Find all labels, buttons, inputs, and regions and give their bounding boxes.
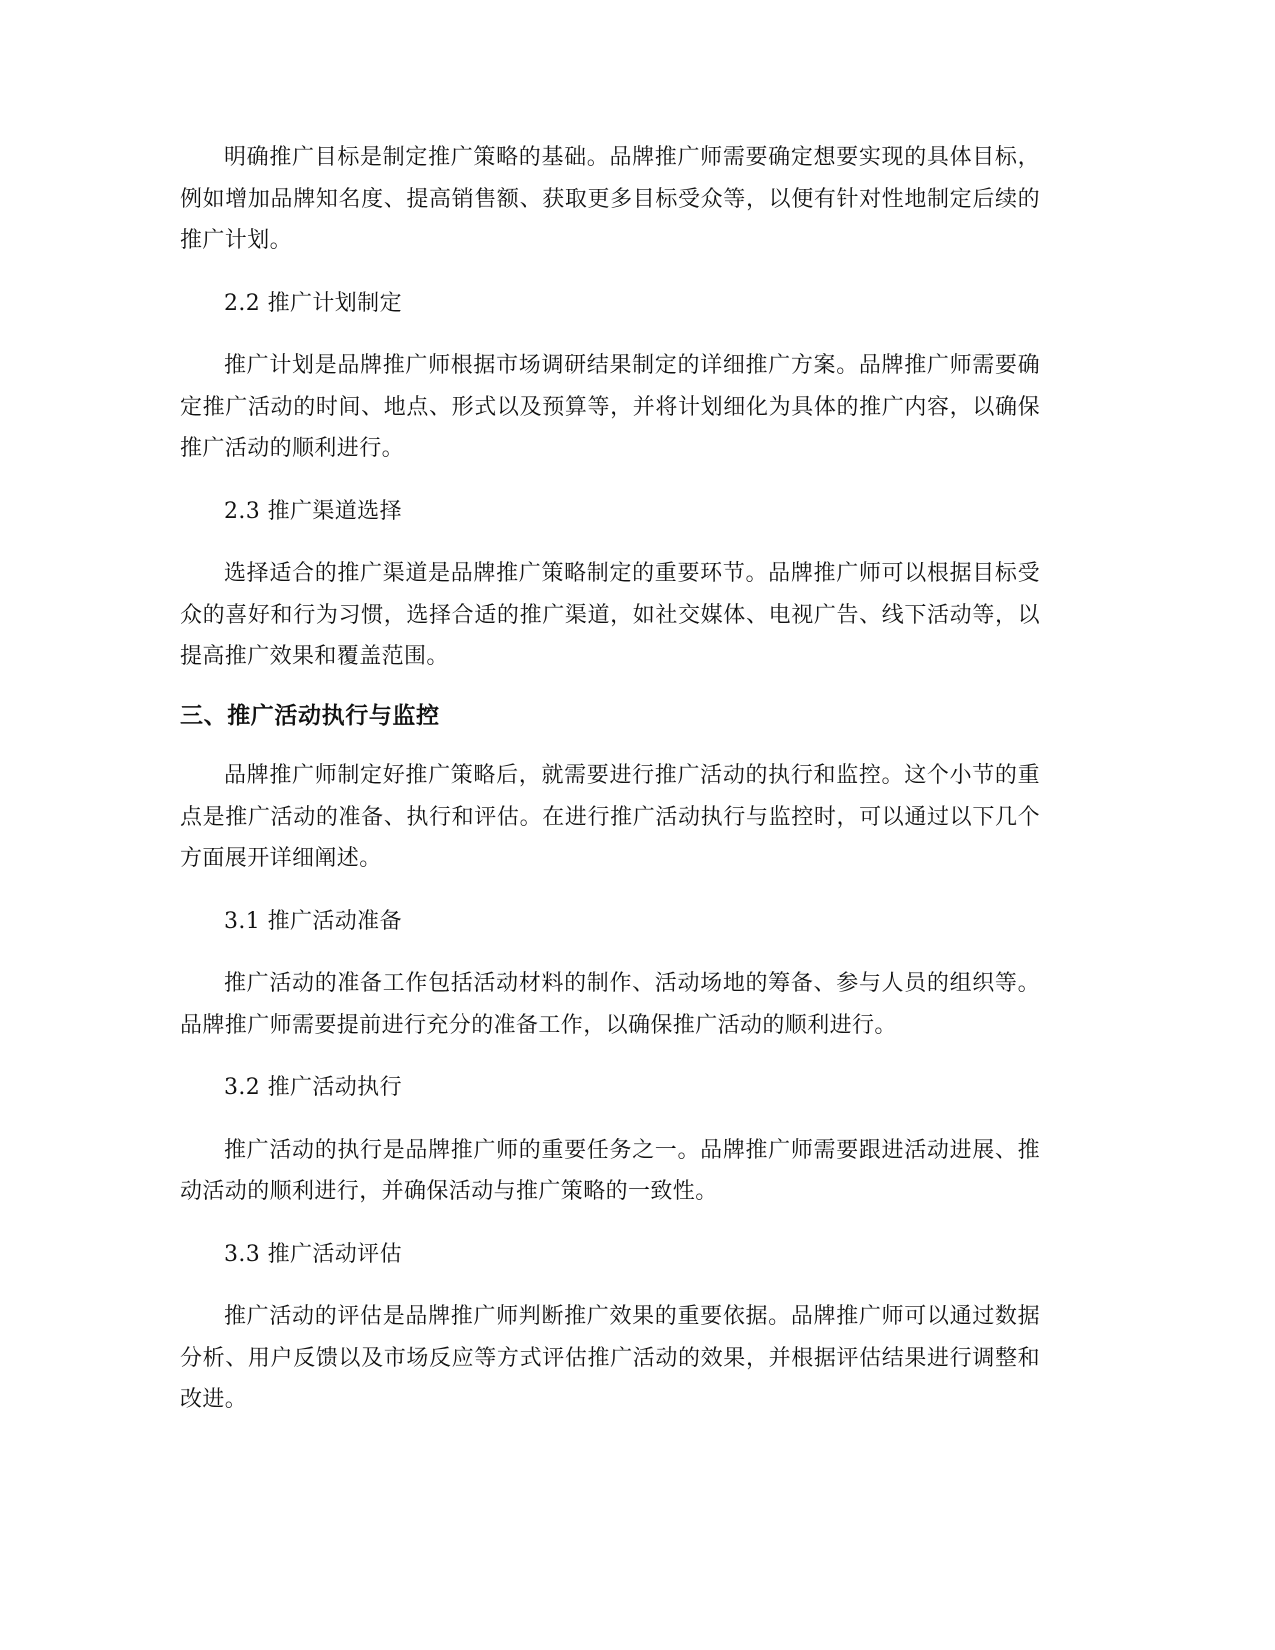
paragraph-preparation: 推广活动的准备工作包括活动材料的制作、活动场地的筹备、参与人员的组织等。品牌推广师需要提前进行充分的准备工作，以确保推广活动的顺利进行。	[180, 971, 1040, 1038]
paragraph-goals: 明确推广目标是制定推广策略的基础。品牌推广师需要确定想要实现的具体目标，例如增加品牌知名度、提高销售额、获取更多目标受众等，以便有针对性地制定后续的推广计划。	[180, 145, 1040, 253]
paragraph-plan: 推广计划是品牌推广师根据市场调研结果制定的详细推广方案。品牌推广师需要确定推广活动的时间、地点、形式以及预算等，并将计划细化为具体的推广内容，以确保推广活动的顺利进行。	[180, 353, 1040, 461]
subheading-3-2: 3.2 推广活动执行	[224, 1075, 402, 1100]
subheading-3-1: 3.1 推广活动准备	[224, 908, 402, 934]
document-page	[180, 137, 1040, 1421]
section-heading-3: 三、推广活动执行与监控	[180, 702, 440, 729]
subheading-2-3: 2.3 推广渠道选择	[224, 498, 402, 524]
paragraph-evaluation: 推广活动的评估是品牌推广师判断推广效果的重要依据。品牌推广师可以通过数据分析、用户反馈以及市场反应等方式评估推广活动的效果，并根据评估结果进行调整和改进。	[180, 1304, 1040, 1412]
paragraph-channels: 选择适合的推广渠道是品牌推广策略制定的重要环节。品牌推广师可以根据目标受众的喜好和行为习惯，选择合适的推广渠道，如社交媒体、电视广告、线下活动等，以提高推广效果和覆盖范围。	[180, 561, 1040, 669]
paragraph-execution-intro: 品牌推广师制定好推广策略后，就需要进行推广活动的执行和监控。这个小节的重点是推广活动的准备、执行和评估。在进行推广活动执行与监控时，可以通过以下几个方面展开详细阐述。	[180, 763, 1040, 871]
subheading-3-3: 3.3 推广活动评估	[224, 1241, 402, 1267]
subheading-2-2: 2.2 推广计划制定	[224, 290, 402, 316]
paragraph-execution: 推广活动的执行是品牌推广师的重要任务之一。品牌推广师需要跟进活动进展、推动活动的顺利进行，并确保活动与推广策略的一致性。	[180, 1137, 1040, 1204]
